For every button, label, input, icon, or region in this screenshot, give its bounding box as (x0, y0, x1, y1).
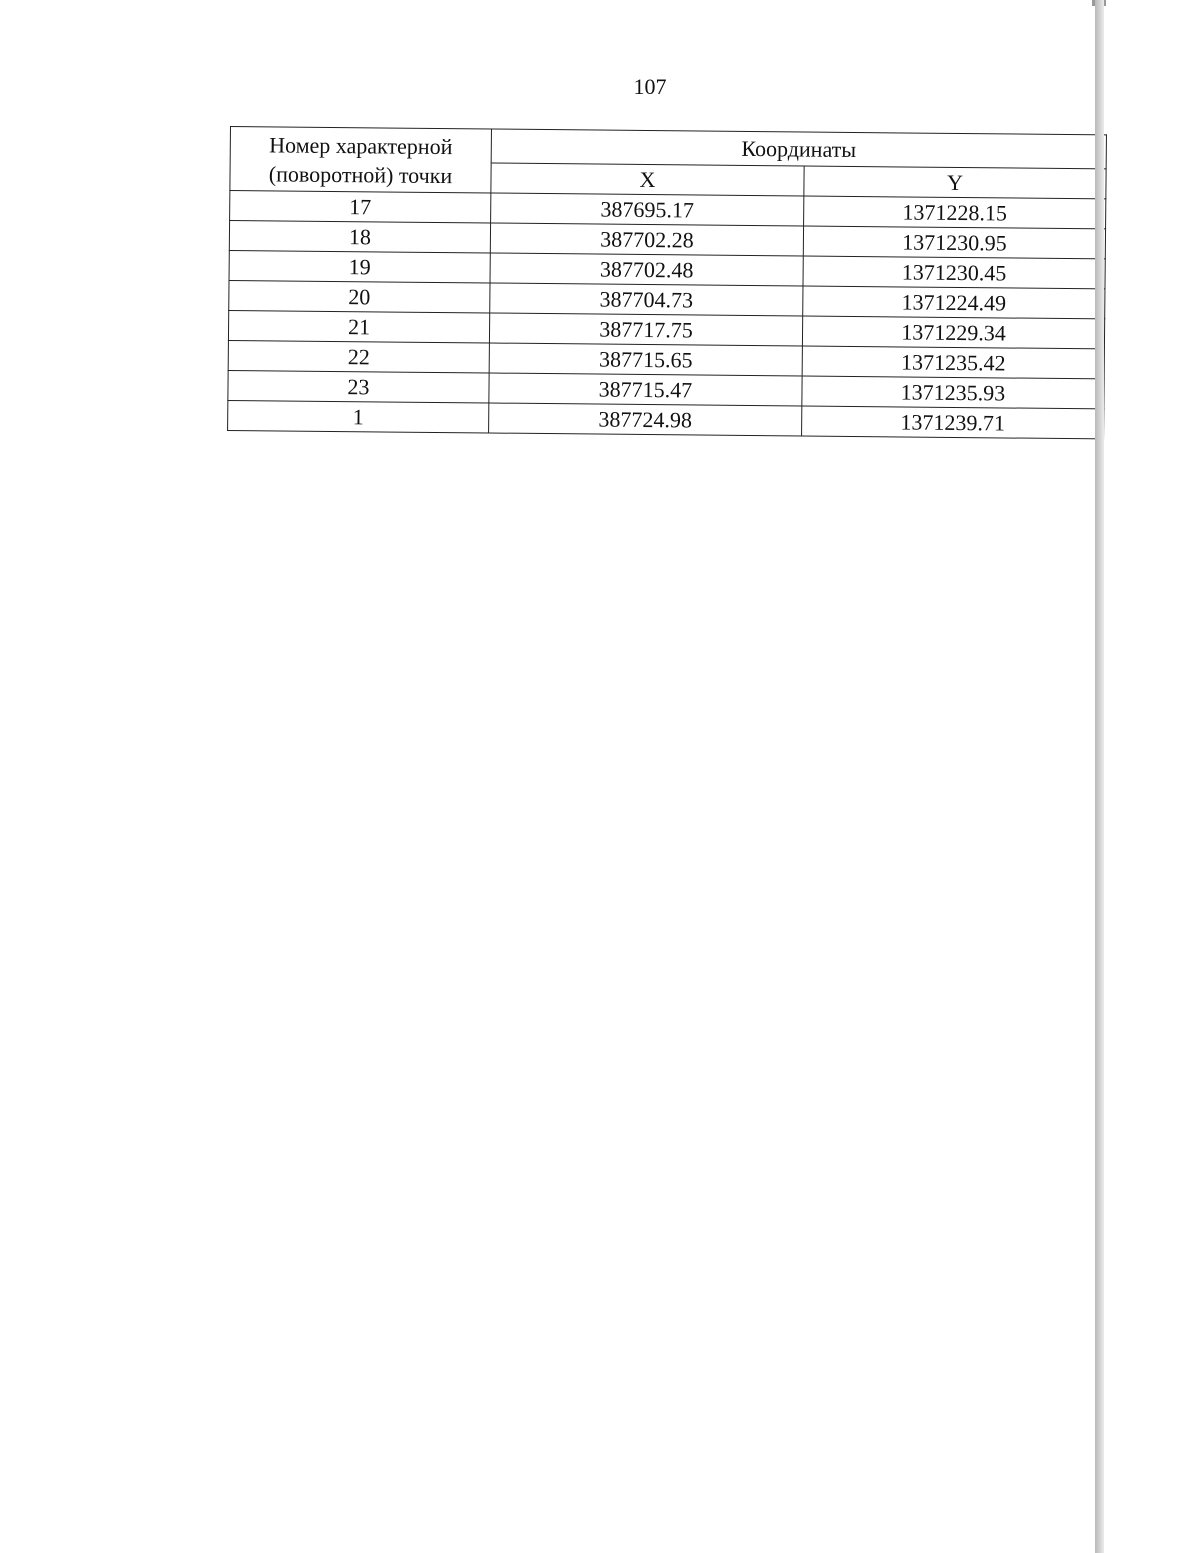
cell-point-number: 18 (229, 221, 490, 254)
coordinates-table (227, 126, 1107, 439)
cell-point-number: 1 (228, 400, 489, 433)
cell-x: 387704.73 (490, 283, 803, 316)
cell-x: 387715.65 (489, 343, 802, 376)
cell-x: 387715.47 (489, 373, 802, 406)
page-number: 107 (633, 74, 667, 99)
coordinates-table-container (227, 126, 1106, 439)
cell-point-number: 21 (228, 310, 489, 343)
cell-y: 1371224.49 (803, 286, 1105, 319)
table-header-row (230, 127, 1106, 169)
cell-x: 387717.75 (489, 313, 802, 346)
cell-y: 1371228.15 (804, 196, 1106, 229)
header-point-number: Номер характерной (поворотной) точки (230, 127, 492, 194)
cell-x: 387695.17 (491, 193, 804, 226)
cell-point-number: 23 (228, 370, 489, 403)
cell-point-number: 17 (230, 191, 491, 224)
cell-x: 387702.28 (490, 223, 803, 256)
cell-y: 1371229.34 (802, 316, 1104, 349)
cell-y: 1371235.42 (802, 346, 1104, 379)
header-coordinates: Координаты (491, 129, 1106, 169)
cell-point-number: 19 (229, 250, 490, 283)
scan-edge-bar (1095, 0, 1104, 1553)
cell-y: 1371239.71 (802, 406, 1104, 439)
cell-x: 387724.98 (489, 403, 802, 436)
cell-y: 1371230.45 (803, 256, 1105, 289)
cell-point-number: 20 (229, 280, 490, 313)
header-x: X (491, 163, 804, 196)
header-y: Y (804, 166, 1106, 199)
cell-x: 387702.48 (490, 253, 803, 286)
cell-point-number: 22 (228, 340, 489, 373)
cell-y: 1371230.95 (803, 226, 1105, 259)
cell-y: 1371235.93 (802, 376, 1104, 409)
